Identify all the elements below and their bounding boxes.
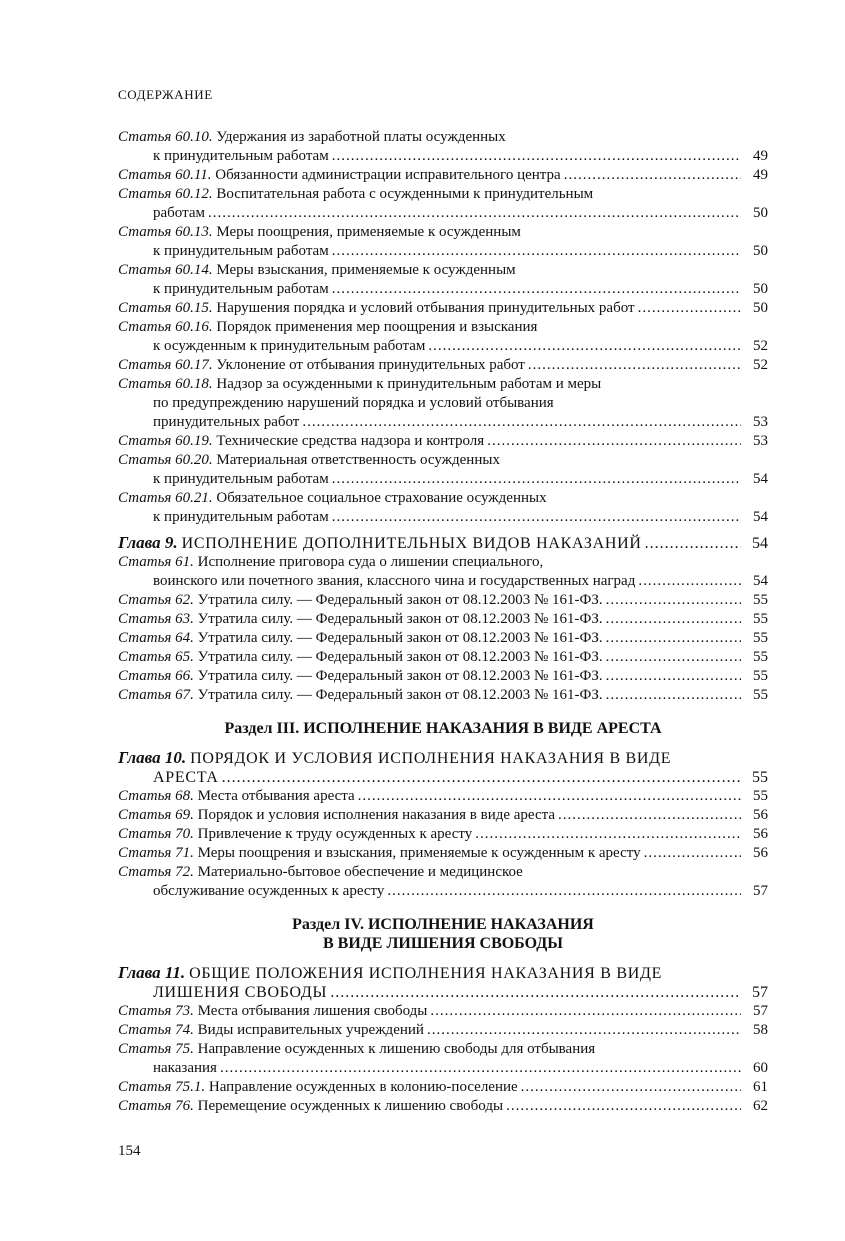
dot-leader bbox=[332, 242, 741, 261]
toc-entry[interactable] bbox=[118, 648, 768, 667]
entry-title: АРЕСТА bbox=[153, 769, 219, 786]
toc-entry[interactable] bbox=[118, 318, 768, 356]
entry-title: Направление осужденных в колонию-поселение bbox=[208, 1079, 518, 1095]
entry-title: Меры взыскания, применяемые к осужденным bbox=[216, 262, 516, 278]
toc-line bbox=[118, 375, 768, 394]
article-label: Статья 67. bbox=[118, 687, 194, 703]
page-ref: 55 bbox=[752, 769, 768, 786]
toc-line bbox=[118, 963, 768, 983]
dot-leader bbox=[428, 337, 741, 356]
section-heading-line: В ВИДЕ ЛИШЕНИЯ СВОБОДЫ bbox=[322, 935, 564, 952]
page-ref: 49 bbox=[753, 148, 768, 164]
entry-title: Меры поощрения и взыскания, применяемые к осужденным к аресту bbox=[197, 845, 641, 861]
toc-line bbox=[118, 882, 768, 901]
page-ref: 56 bbox=[753, 845, 768, 861]
dot-leader bbox=[430, 1002, 741, 1021]
article-label: Статья 60.12. bbox=[118, 186, 213, 202]
entry-title: Технические средства надзора и контроля bbox=[216, 433, 485, 449]
toc-line bbox=[118, 533, 768, 553]
entry-title: к принудительным работам bbox=[153, 148, 329, 164]
toc-entry[interactable] bbox=[118, 667, 768, 686]
dot-leader bbox=[528, 356, 741, 375]
article-label: Статья 66. bbox=[118, 668, 194, 684]
article-label: Статья 60.14. bbox=[118, 262, 213, 278]
dot-leader bbox=[606, 591, 741, 610]
toc-line bbox=[118, 147, 768, 166]
entry-title: Удержания из заработной платы осужденных bbox=[216, 129, 506, 145]
dot-leader bbox=[302, 413, 741, 432]
dot-leader bbox=[606, 610, 741, 629]
article-label: Статья 71. bbox=[118, 845, 194, 861]
entry-title: Направление осужденных к лишению свободы для отбывания bbox=[197, 1041, 596, 1057]
toc-entry[interactable] bbox=[118, 610, 768, 629]
article-label: Статья 60.18. bbox=[118, 376, 213, 392]
toc-entry[interactable] bbox=[118, 591, 768, 610]
entry-title: Утратила силу. — Федеральный закон от 08.12.2003 № 161-ФЗ. bbox=[197, 687, 603, 703]
toc-line bbox=[118, 299, 768, 318]
toc-line bbox=[118, 863, 768, 882]
toc-entry[interactable] bbox=[118, 825, 768, 844]
running-header: СОДЕРЖАНИЕ bbox=[118, 87, 213, 102]
dot-leader bbox=[606, 629, 741, 648]
toc-entry[interactable] bbox=[118, 1040, 768, 1078]
entry-title: Утратила силу. — Федеральный закон от 08.12.2003 № 161-ФЗ. bbox=[197, 611, 603, 627]
page-ref: 53 bbox=[753, 433, 768, 449]
article-label: Статья 60.16. bbox=[118, 319, 213, 335]
chapter-label: Глава 11. bbox=[118, 963, 186, 982]
page-ref: 54 bbox=[753, 573, 768, 589]
article-label: Статья 70. bbox=[118, 826, 194, 842]
article-label: Статья 64. bbox=[118, 630, 194, 646]
article-label: Статья 74. bbox=[118, 1022, 194, 1038]
section-heading bbox=[118, 719, 768, 738]
entry-title: Исполнение приговора суда о лишении специального, bbox=[197, 554, 544, 570]
article-label: Статья 60.15. bbox=[118, 300, 213, 316]
page-ref: 49 bbox=[753, 167, 768, 183]
entry-title: Обязанности администрации исправительного центра bbox=[215, 167, 561, 183]
toc-line bbox=[118, 470, 768, 489]
dot-leader bbox=[332, 280, 741, 299]
toc-line bbox=[118, 591, 768, 610]
dot-leader bbox=[387, 882, 741, 901]
entry-title: Порядок применения мер поощрения и взыскания bbox=[216, 319, 538, 335]
article-label: Статья 76. bbox=[118, 1098, 194, 1114]
toc-entry[interactable] bbox=[118, 1078, 768, 1097]
page-ref: 50 bbox=[753, 205, 768, 221]
toc-entry[interactable] bbox=[118, 451, 768, 489]
toc-line bbox=[118, 844, 768, 863]
page-ref: 52 bbox=[753, 357, 768, 373]
toc-line bbox=[118, 1021, 768, 1040]
toc-line bbox=[118, 185, 768, 204]
toc-line bbox=[118, 128, 768, 147]
toc-line bbox=[118, 629, 768, 648]
article-label: Статья 60.20. bbox=[118, 452, 213, 468]
toc-entry[interactable] bbox=[118, 1097, 768, 1116]
toc-entry[interactable] bbox=[118, 686, 768, 705]
toc-entry[interactable] bbox=[118, 261, 768, 299]
entry-title: Уклонение от отбывания принудительных работ bbox=[216, 357, 525, 373]
entry-title: Места отбывания лишения свободы bbox=[197, 1003, 428, 1019]
toc-line bbox=[118, 508, 768, 527]
dot-leader bbox=[564, 166, 741, 185]
entry-title: Нарушения порядка и условий отбывания принудительных работ bbox=[216, 300, 635, 316]
toc-line bbox=[118, 787, 768, 806]
entry-title: Привлечение к труду осужденных к аресту bbox=[197, 826, 473, 842]
entry-title: работам bbox=[153, 205, 205, 221]
page-ref: 50 bbox=[753, 300, 768, 316]
toc-line bbox=[118, 318, 768, 337]
entry-title: Утратила силу. — Федеральный закон от 08.12.2003 № 161-ФЗ. bbox=[197, 592, 603, 608]
toc-line bbox=[118, 553, 768, 572]
page-ref: 55 bbox=[753, 592, 768, 608]
toc-line bbox=[118, 1040, 768, 1059]
page-ref: 56 bbox=[753, 807, 768, 823]
article-label: Статья 63. bbox=[118, 611, 194, 627]
toc-entry[interactable] bbox=[118, 432, 768, 451]
entry-title: Надзор за осужденными к принудительным работам и меры bbox=[216, 376, 602, 392]
toc-line bbox=[118, 432, 768, 451]
dot-leader bbox=[330, 983, 741, 1002]
toc-line bbox=[118, 1059, 768, 1078]
dot-leader bbox=[332, 508, 741, 527]
toc-entry[interactable] bbox=[118, 489, 768, 527]
article-label: Статья 72. bbox=[118, 864, 194, 880]
toc-line bbox=[118, 648, 768, 667]
page-ref: 57 bbox=[753, 1003, 768, 1019]
toc-entry[interactable] bbox=[118, 806, 768, 825]
article-label: Статья 60.10. bbox=[118, 129, 213, 145]
page-ref: 61 bbox=[753, 1079, 768, 1095]
toc-entry[interactable] bbox=[118, 166, 768, 185]
dot-leader bbox=[644, 844, 741, 863]
toc-line bbox=[118, 451, 768, 470]
article-label: Статья 60.19. bbox=[118, 433, 213, 449]
entry-title: воинского или почетного звания, классного чина и государственных наград bbox=[153, 573, 636, 589]
entry-title: принудительных работ bbox=[153, 414, 300, 430]
toc-entry[interactable] bbox=[118, 356, 768, 375]
toc-chapter[interactable] bbox=[118, 963, 768, 1002]
article-label: Статья 60.13. bbox=[118, 224, 213, 240]
page-ref: 50 bbox=[753, 243, 768, 259]
page-ref: 55 bbox=[753, 649, 768, 665]
toc-line bbox=[118, 806, 768, 825]
chapter-label: Глава 10. bbox=[118, 748, 187, 767]
page-ref: 55 bbox=[753, 668, 768, 684]
entry-title: Материальная ответственность осужденных bbox=[216, 452, 500, 468]
dot-leader bbox=[332, 470, 741, 489]
page-ref: 54 bbox=[753, 509, 768, 525]
dot-leader bbox=[521, 1078, 741, 1097]
page-ref: 54 bbox=[753, 471, 768, 487]
toc-line bbox=[118, 748, 768, 768]
article-label: Статья 73. bbox=[118, 1003, 194, 1019]
toc-line bbox=[118, 1097, 768, 1116]
toc-entry[interactable] bbox=[118, 375, 768, 432]
toc-line bbox=[118, 394, 768, 413]
toc-line bbox=[118, 983, 768, 1002]
entry-title: ЛИШЕНИЯ СВОБОДЫ bbox=[153, 984, 328, 1001]
dot-leader bbox=[427, 1021, 741, 1040]
article-label: Статья 60.17. bbox=[118, 357, 213, 373]
toc-line bbox=[118, 223, 768, 242]
toc-entry[interactable] bbox=[118, 787, 768, 806]
toc-entry[interactable] bbox=[118, 844, 768, 863]
entry-title: Материально-бытовое обеспечение и медицинское bbox=[197, 864, 523, 880]
page-ref: 57 bbox=[753, 883, 768, 899]
entry-title: Воспитательная работа с осужденными к принудительным bbox=[216, 186, 594, 202]
dot-leader bbox=[638, 299, 741, 318]
section-heading bbox=[118, 915, 768, 953]
toc-line bbox=[118, 166, 768, 185]
entry-title: Порядок и условия исполнения наказания в виде ареста bbox=[197, 807, 556, 823]
toc-entry[interactable] bbox=[118, 223, 768, 261]
dot-leader bbox=[606, 667, 741, 686]
entry-title: по предупреждению нарушений порядка и условий отбывания bbox=[153, 395, 554, 411]
toc-line bbox=[118, 686, 768, 705]
article-label: Статья 60.11. bbox=[118, 167, 212, 183]
toc-entry[interactable] bbox=[118, 128, 768, 166]
page-ref: 58 bbox=[753, 1022, 768, 1038]
page-number: 154 bbox=[118, 1143, 141, 1159]
dot-leader bbox=[506, 1097, 741, 1116]
page-ref: 55 bbox=[753, 630, 768, 646]
toc-line bbox=[118, 413, 768, 432]
table-of-contents bbox=[118, 128, 768, 1116]
entry-title: Перемещение осужденных к лишению свободы bbox=[197, 1098, 504, 1114]
entry-title: к осужденным к принудительным работам bbox=[153, 338, 426, 354]
page-ref: 52 bbox=[753, 338, 768, 354]
dot-leader bbox=[208, 204, 741, 223]
article-label: Статья 62. bbox=[118, 592, 194, 608]
dot-leader bbox=[332, 147, 741, 166]
dot-leader bbox=[558, 806, 741, 825]
page-ref: 60 bbox=[753, 1060, 768, 1076]
toc-line bbox=[118, 1078, 768, 1097]
dot-leader bbox=[220, 1059, 741, 1078]
toc-line bbox=[118, 489, 768, 508]
dot-leader bbox=[475, 825, 741, 844]
page-ref: 55 bbox=[753, 611, 768, 627]
entry-title: Утратила силу. — Федеральный закон от 08.12.2003 № 161-ФЗ. bbox=[197, 649, 603, 665]
entry-title: ПОРЯДОК И УСЛОВИЯ ИСПОЛНЕНИЯ НАКАЗАНИЯ В ВИДЕ bbox=[190, 750, 672, 767]
toc-line bbox=[118, 204, 768, 223]
section-heading-line: Раздел III. ИСПОЛНЕНИЕ НАКАЗАНИЯ В ВИДЕ АРЕСТА bbox=[224, 720, 662, 737]
toc-entry[interactable] bbox=[118, 863, 768, 901]
dot-leader bbox=[638, 572, 741, 591]
entry-title: Виды исправительных учреждений bbox=[197, 1022, 424, 1038]
entry-title: Утратила силу. — Федеральный закон от 08.12.2003 № 161-ФЗ. bbox=[197, 630, 603, 646]
dot-leader bbox=[222, 768, 741, 787]
toc-chapter[interactable] bbox=[118, 748, 768, 787]
article-label: Статья 65. bbox=[118, 649, 194, 665]
entry-title: Обязательное социальное страхование осужденных bbox=[216, 490, 547, 506]
toc-entry[interactable] bbox=[118, 629, 768, 648]
page-ref: 57 bbox=[752, 984, 768, 1001]
toc-entry[interactable] bbox=[118, 553, 768, 591]
page-ref: 54 bbox=[752, 535, 768, 552]
dot-leader bbox=[358, 787, 741, 806]
dot-leader bbox=[606, 648, 741, 667]
toc-entry[interactable] bbox=[118, 1021, 768, 1040]
toc-line bbox=[118, 337, 768, 356]
entry-title: к принудительным работам bbox=[153, 243, 329, 259]
article-label: Статья 75.1. bbox=[118, 1079, 206, 1095]
toc-line bbox=[118, 356, 768, 375]
toc-line bbox=[118, 768, 768, 787]
page-ref: 50 bbox=[753, 281, 768, 297]
toc-entry[interactable] bbox=[118, 1002, 768, 1021]
page-ref: 62 bbox=[753, 1098, 768, 1114]
article-label: Статья 69. bbox=[118, 807, 194, 823]
page-ref: 53 bbox=[753, 414, 768, 430]
entry-title: обслуживание осужденных к аресту bbox=[153, 883, 385, 899]
article-label: Статья 61. bbox=[118, 554, 194, 570]
entry-title: к принудительным работам bbox=[153, 281, 329, 297]
toc-line bbox=[118, 280, 768, 299]
page-ref: 55 bbox=[753, 788, 768, 804]
toc-line bbox=[118, 1002, 768, 1021]
page-ref: 55 bbox=[753, 687, 768, 703]
entry-title: Меры поощрения, применяемые к осужденным bbox=[216, 224, 521, 240]
dot-leader bbox=[606, 686, 741, 705]
dot-leader bbox=[487, 432, 741, 451]
entry-title: Утратила силу. — Федеральный закон от 08.12.2003 № 161-ФЗ. bbox=[197, 668, 603, 684]
entry-title: ОБЩИЕ ПОЛОЖЕНИЯ ИСПОЛНЕНИЯ НАКАЗАНИЯ В ВИДЕ bbox=[189, 965, 663, 982]
section-heading-line: Раздел IV. ИСПОЛНЕНИЕ НАКАЗАНИЯ bbox=[292, 916, 594, 933]
article-label: Статья 60.21. bbox=[118, 490, 213, 506]
article-label: Статья 68. bbox=[118, 788, 194, 804]
toc-line bbox=[118, 261, 768, 280]
entry-title: Места отбывания ареста bbox=[197, 788, 355, 804]
page-ref: 56 bbox=[753, 826, 768, 842]
entry-title: к принудительным работам bbox=[153, 509, 329, 525]
article-label: Статья 75. bbox=[118, 1041, 194, 1057]
toc-line bbox=[118, 572, 768, 591]
toc-entry[interactable] bbox=[118, 299, 768, 318]
chapter-label: Глава 9. bbox=[118, 533, 178, 552]
toc-line bbox=[118, 610, 768, 629]
entry-title: к принудительным работам bbox=[153, 471, 329, 487]
dot-leader bbox=[645, 534, 741, 553]
toc-entry[interactable] bbox=[118, 185, 768, 223]
entry-title: ИСПОЛНЕНИЕ ДОПОЛНИТЕЛЬНЫХ ВИДОВ НАКАЗАНИЙ bbox=[181, 535, 642, 552]
entry-title: наказания bbox=[153, 1060, 217, 1076]
toc-chapter[interactable] bbox=[118, 533, 768, 553]
toc-line bbox=[118, 667, 768, 686]
toc-line bbox=[118, 825, 768, 844]
toc-line bbox=[118, 242, 768, 261]
